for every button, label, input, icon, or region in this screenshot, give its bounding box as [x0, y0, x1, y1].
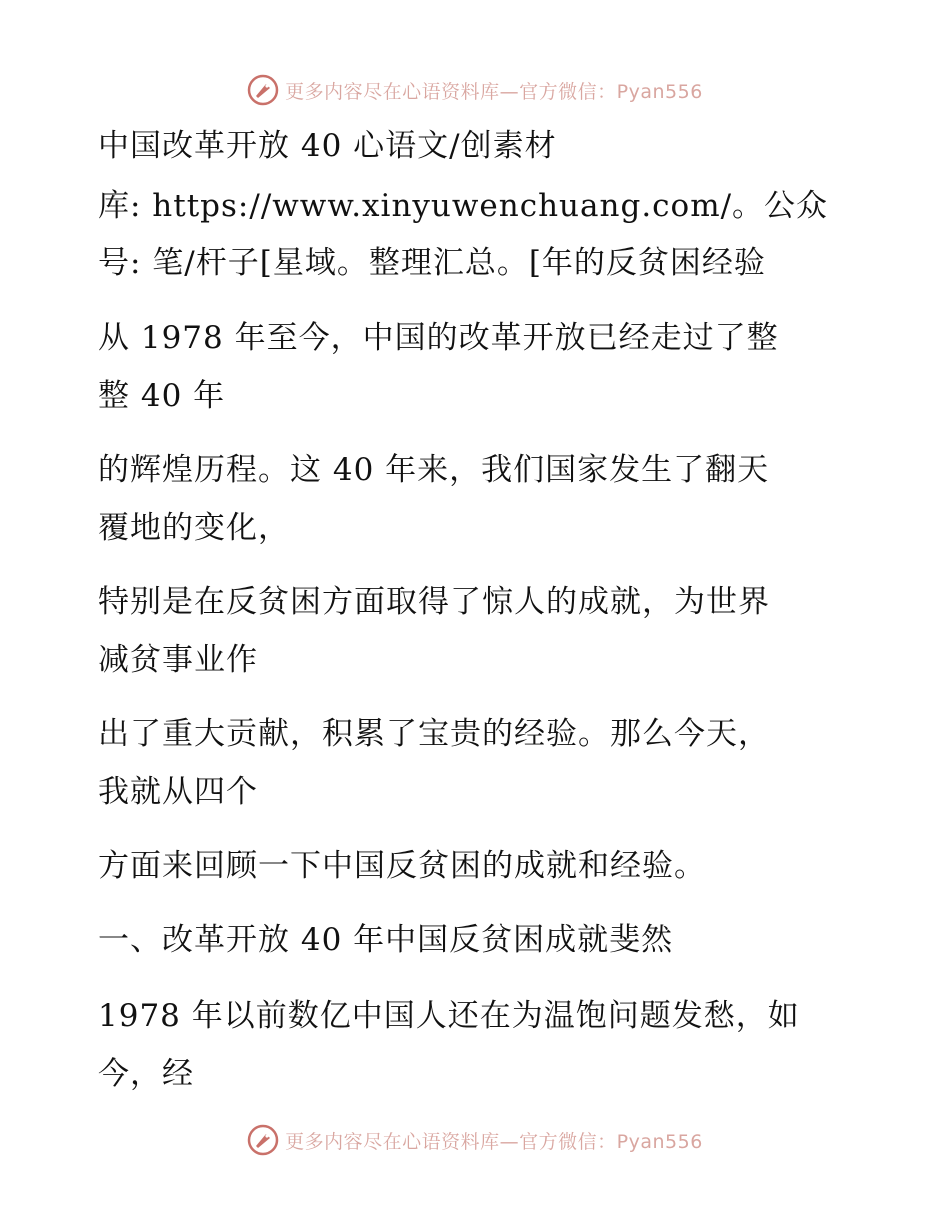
- text-line: 覆地的变化，: [98, 510, 290, 546]
- text-line: 一、改革开放 40 年中国反贫困成就斐然: [98, 922, 674, 958]
- text-line: 号: 笔/杆子[星域。整理汇总。[年的反贫困经验: [98, 245, 766, 281]
- text-line: 的辉煌历程。这 40 年来，我们国家发生了翻天: [98, 452, 770, 488]
- watermark-text: 更多内容尽在心语资料库—官方微信：Pyan556: [285, 80, 703, 103]
- footer-watermark: [0, 1120, 950, 1160]
- text-line: 1978 年以前数亿中国人还在为温饱问题发愁，如: [98, 998, 800, 1034]
- text-line: 出了重大贡献，积累了宝贵的经验。那么今天，: [98, 716, 770, 752]
- text-line: 整 40 年: [98, 378, 226, 414]
- text-line: 中国改革开放 40 心语文/创素材: [98, 128, 557, 164]
- text-line: 库: https://www.xinyuwenchuang.com/。公众: [98, 188, 829, 224]
- pen-nib-logo-icon: [247, 1124, 279, 1156]
- text-line: 方面来回顾一下中国反贫困的成就和经验。: [98, 848, 706, 884]
- text-line: 我就从四个: [98, 774, 258, 810]
- text-line: 今，经: [98, 1056, 194, 1092]
- text-line: 特别是在反贫困方面取得了惊人的成就，为世界: [98, 584, 770, 620]
- text-line: 减贫事业作: [98, 642, 258, 678]
- watermark-text: 更多内容尽在心语资料库—官方微信：Pyan556: [285, 1130, 703, 1153]
- text-line: 从 1978 年至今，中国的改革开放已经走过了整: [98, 320, 779, 356]
